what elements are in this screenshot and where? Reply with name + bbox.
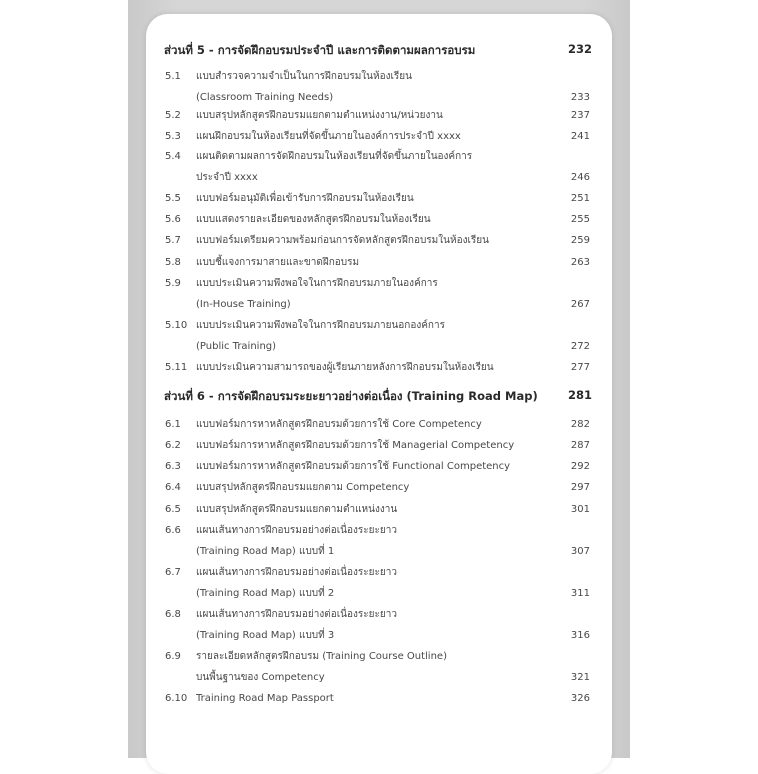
toc-entry [165,128,592,146]
entry-number: 5.3 [165,131,181,142]
toc-entry [165,690,592,708]
entry-page-number: 321 [570,672,590,683]
entry-number: 6.6 [165,525,181,536]
entry-page-number: 259 [570,235,590,246]
entry-number: 5.6 [165,214,181,225]
table-of-contents-page [146,14,612,774]
entry-number: 6.4 [165,482,181,493]
toc-entry [165,359,592,377]
toc-entry [165,190,592,208]
toc-entry [165,479,592,497]
entry-title-continued: (Classroom Training Needs) [196,92,334,103]
entry-title: Training Road Map Passport [196,693,334,704]
entry-number: 6.8 [165,609,181,620]
entry-number: 6.7 [165,567,181,578]
entry-page-number: 292 [570,461,590,472]
toc-entry [165,648,592,683]
entry-title: แบบประเมินความพึงพอใจในการฝึกอบรมภายนอกองค์การ [196,320,445,331]
entry-title: แบบสรุปหลักสูตรฝึกอบรมแยกตามตำแหน่งงาน [196,504,398,515]
toc-entry [165,254,592,272]
section-page-number: 232 [567,42,592,56]
entry-title-continued: บนพื้นฐานของ Competency [196,672,325,683]
entry-number: 5.10 [165,320,188,331]
entry-page-number: 326 [570,693,590,704]
entry-number: 6.9 [165,651,181,662]
entry-title: แผนเส้นทางการฝึกอบรมอย่างต่อเนื่องระยะยาว [196,525,397,536]
toc-entry [165,501,592,519]
section-heading [164,42,592,60]
entry-title-continued: (Training Road Map) แบบที่ 2 [196,588,335,599]
entry-title: แบบสรุปหลักสูตรฝึกอบรมแยกตามตำแหน่งงาน/หน่วยงาน [196,110,443,121]
entry-title: แบบแสดงรายละเอียดของหลักสูตรฝึกอบรมในห้องเรียน [196,214,431,225]
entry-title-continued: (Training Road Map) แบบที่ 1 [196,546,335,557]
entry-title: แบบฟอร์มการหาหลักสูตรฝึกอบรมด้วยการใช้ Core Competency [196,419,482,430]
entry-title: แบบชี้แจงการมาสายและขาดฝึกอบรม [196,257,360,268]
entry-page-number: 282 [570,419,590,430]
entry-number: 5.7 [165,235,181,246]
entry-page-number: 267 [570,299,590,310]
entry-title-continued: (Training Road Map) แบบที่ 3 [196,630,335,641]
entry-page-number: 316 [570,630,590,641]
entry-title: แบบสรุปหลักสูตรฝึกอบรมแยกตาม Competency [196,482,410,493]
section-title: ส่วนที่ 5 - การจัดฝึกอบรมประจำปี และการติดตามผลการอบรม [164,43,476,57]
entry-title-continued: (Public Training) [196,341,277,352]
entry-page-number: 255 [570,214,590,225]
entry-page-number: 297 [570,482,590,493]
section-title: ส่วนที่ 6 - การจัดฝึกอบรมระยะยาวอย่างต่อเนื่อง (Training Road Map) [164,389,538,403]
toc-entry [165,437,592,455]
entry-page-number: 301 [570,504,590,515]
section-page-number: 281 [567,388,592,402]
entry-title: แบบสำรวจความจำเป็นในการฝึกอบรมในห้องเรียน [196,71,412,82]
entry-number: 5.9 [165,278,181,289]
entry-title: แผนเส้นทางการฝึกอบรมอย่างต่อเนื่องระยะยาว [196,567,397,578]
entry-page-number: 307 [570,546,590,557]
entry-number: 5.4 [165,151,181,162]
entry-title: แผนติดตามผลการจัดฝึกอบรมในห้องเรียนที่จัดขึ้นภายในองค์การ [196,151,473,162]
toc-entry [165,458,592,476]
toc-entry [165,232,592,250]
entry-page-number: 241 [570,131,590,142]
entry-page-number: 251 [570,193,590,204]
toc-entry [165,564,592,599]
entry-title-continued: ประจำปี xxxx [196,172,258,183]
entry-title: แผนเส้นทางการฝึกอบรมอย่างต่อเนื่องระยะยาว [196,609,397,620]
entry-page-number: 233 [570,92,590,103]
entry-title: แบบฟอร์มการหาหลักสูตรฝึกอบรมด้วยการใช้ Managerial Competency [196,440,515,451]
toc-entry [165,107,592,125]
toc-entry [165,606,592,641]
entry-title: แบบฟอร์มเตรียมความพร้อมก่อนการจัดหลักสูตรฝึกอบรมในห้องเรียน [196,235,489,246]
entry-number: 5.5 [165,193,181,204]
entry-page-number: 246 [570,172,590,183]
toc-entry [165,211,592,229]
entry-page-number: 263 [570,257,590,268]
entry-number: 5.1 [165,71,181,82]
entry-number: 6.3 [165,461,181,472]
entry-page-number: 237 [570,110,590,121]
entry-title: รายละเอียดหลักสูตรฝึกอบรม (Training Course Outline) [196,651,447,662]
entry-page-number: 277 [570,362,590,373]
entry-number: 6.2 [165,440,181,451]
entry-page-number: 311 [570,588,590,599]
entry-number: 6.10 [165,693,188,704]
toc-entry [165,148,592,183]
entry-title: แบบประเมินความสามารถของผู้เรียนภายหลังการฝึกอบรมในห้องเรียน [196,362,494,373]
toc-entry [165,275,592,310]
section-heading [164,388,592,406]
entry-title-continued: (In-House Training) [196,299,291,310]
entry-title: แบบประเมินความพึงพอใจในการฝึกอบรมภายในองค์การ [196,278,438,289]
toc-entry [165,522,592,557]
entry-title: แบบฟอร์มการหาหลักสูตรฝึกอบรมด้วยการใช้ Functional Competency [196,461,511,472]
entry-title: แผนฝึกอบรมในห้องเรียนที่จัดขึ้นภายในองค์การประจำปี xxxx [196,131,461,142]
entry-title: แบบฟอร์มอนุมัติเพื่อเข้ารับการฝึกอบรมในห้องเรียน [196,193,414,204]
entry-page-number: 287 [570,440,590,451]
entry-number: 6.1 [165,419,181,430]
entry-number: 6.5 [165,504,181,515]
entry-page-number: 272 [570,341,590,352]
toc-entry [165,416,592,434]
entry-number: 5.8 [165,257,181,268]
toc-entry [165,317,592,352]
entry-number: 5.2 [165,110,181,121]
entry-number: 5.11 [165,362,188,373]
toc-entry [165,68,592,103]
